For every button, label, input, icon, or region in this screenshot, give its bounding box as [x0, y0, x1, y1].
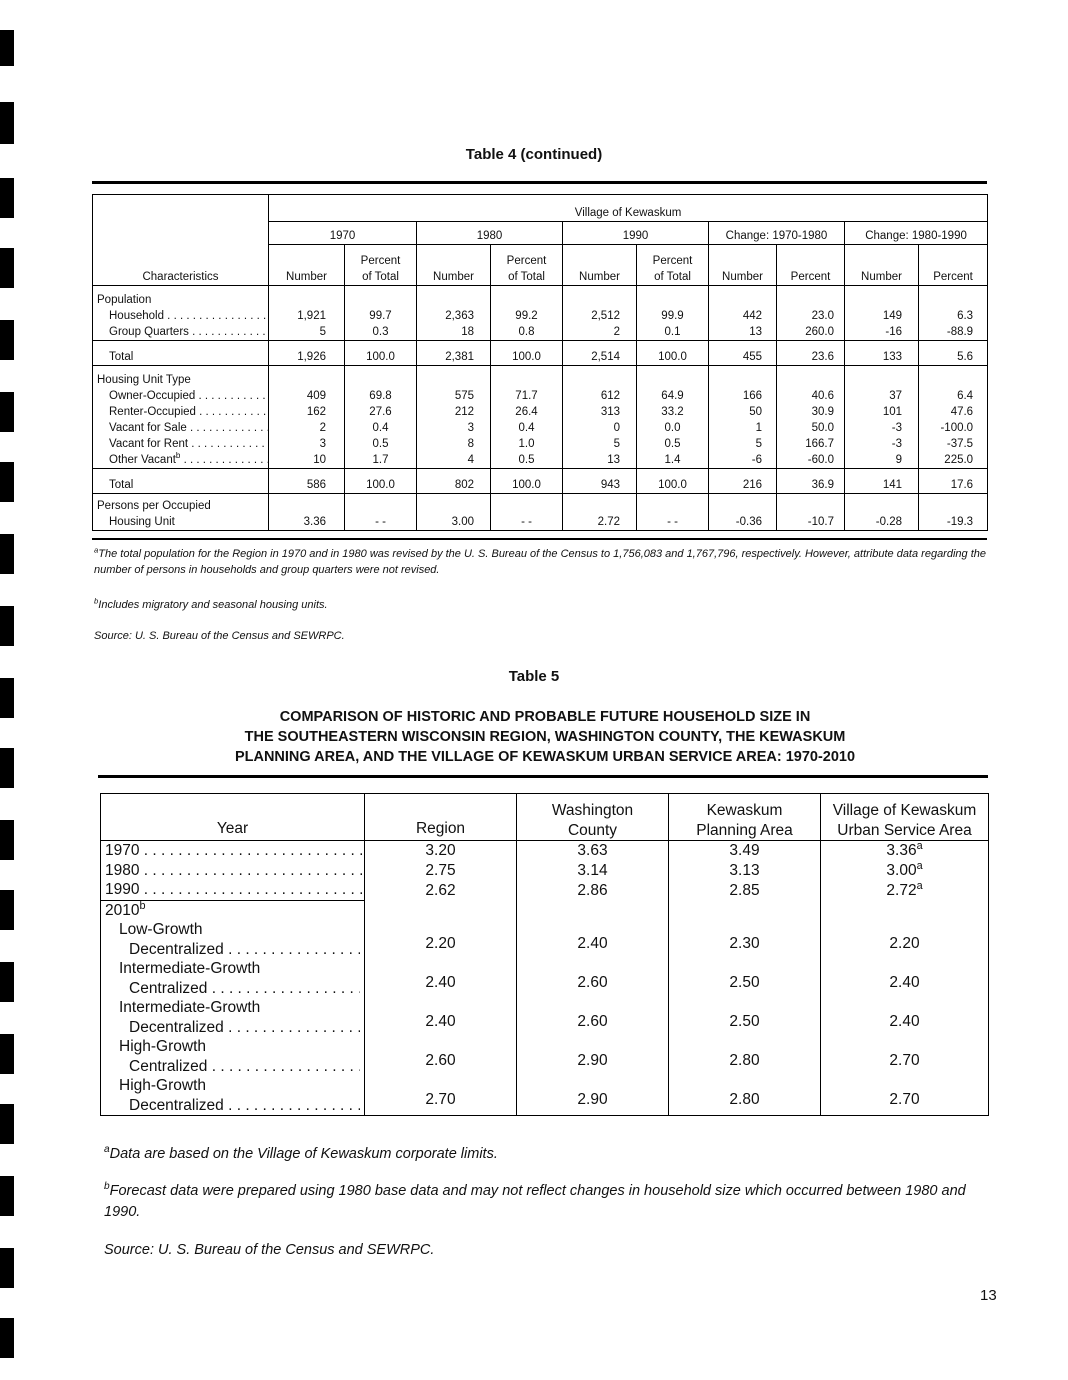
table-cell: 47.6 — [919, 404, 988, 420]
table-cell: 2.70 — [821, 1037, 989, 1076]
table-cell: 1 — [709, 420, 777, 436]
table-cell: 17.6 — [919, 469, 988, 494]
table-cell: 802 — [417, 469, 491, 494]
table-cell: 40.6 — [777, 388, 845, 404]
table4 — [92, 194, 988, 531]
binder-mark — [0, 30, 14, 66]
table-cell: 99.9 — [637, 308, 709, 324]
table-cell: 313 — [563, 404, 637, 420]
table-cell: 2.86 — [517, 880, 669, 900]
table-cell: 23.0 — [777, 308, 845, 324]
section-population: Population — [93, 286, 269, 309]
table-cell: 2.60 — [517, 998, 669, 1037]
table-cell: 1.0 — [491, 436, 563, 452]
table-cell: 5 — [563, 436, 637, 452]
table-cell: 2.90 — [517, 1076, 669, 1116]
table-cell: 3.14 — [517, 861, 669, 881]
table-cell: 2.50 — [669, 959, 821, 998]
table-cell: -100.0 — [919, 420, 988, 436]
table-row — [101, 920, 989, 959]
table-cell: 37 — [845, 388, 919, 404]
table-cell: 3.13 — [669, 861, 821, 881]
table-cell: 212 — [417, 404, 491, 420]
table-cell: 36.9 — [777, 469, 845, 494]
table5-note-b: $^b$Forecast data were prepared using 1980 base data and may not reflect changes in household size which occurred between 1980 and 1990. — [104, 1181, 966, 1220]
table-cell: 2.70 — [821, 1076, 989, 1116]
table-cell: 13 — [709, 324, 777, 341]
table-cell: 99.7 — [345, 308, 417, 324]
table-cell: -16 — [845, 324, 919, 341]
year-cell: 1970 . . . — [101, 841, 365, 861]
table-cell: 2.20 — [365, 920, 517, 959]
table-cell: 6.3 — [919, 308, 988, 324]
binder-mark — [0, 178, 14, 218]
table-cell: 2.40 — [365, 998, 517, 1037]
table-cell: - - — [345, 494, 417, 531]
table-cell: 3.20 — [365, 841, 517, 861]
col-number: Number — [563, 245, 637, 286]
binder-mark — [0, 462, 14, 502]
table-cell: 162 — [269, 404, 345, 420]
period-change-80-90: Change: 1980-1990 — [845, 222, 988, 245]
col-percent-line1: Percent — [506, 255, 547, 267]
binder-mark — [0, 962, 14, 1002]
row-label: Total — [93, 341, 269, 366]
table4-source: Source: U. S. Bureau of the Census and SEWRPC. — [94, 630, 345, 642]
table-cell: 0.1 — [637, 324, 709, 341]
table4-note-b: $^b$Includes migratory and seasonal housing units. — [94, 596, 328, 611]
table-row — [93, 469, 988, 494]
col-percent-line1: Percent — [652, 255, 693, 267]
table-row — [93, 404, 988, 420]
binder-mark — [0, 820, 14, 860]
table-cell: 141 — [845, 469, 919, 494]
table-cell: 2.40 — [821, 998, 989, 1037]
table-cell: -6 — [709, 452, 777, 469]
col-number: Number — [845, 245, 919, 286]
table-cell: 8 — [417, 436, 491, 452]
table-row — [93, 388, 988, 404]
table-cell: 0.4 — [491, 420, 563, 436]
table-cell: 455 — [709, 341, 777, 366]
header-county: Washington County — [517, 794, 669, 841]
row-label: Other Vacant$^b$ . . . — [93, 452, 269, 469]
scenario-label: High-Growth Decentralized . . . — [101, 1076, 365, 1116]
table-row — [101, 959, 989, 998]
table-row — [93, 452, 988, 469]
table-cell: 2,381 — [417, 341, 491, 366]
table-cell: 2,512 — [563, 308, 637, 324]
table-cell: 3.63 — [517, 841, 669, 861]
table-cell: 3.36 — [269, 494, 345, 531]
table-cell: - - — [491, 494, 563, 531]
table-cell: 2,363 — [417, 308, 491, 324]
table-row — [101, 998, 989, 1037]
table-cell: -0.28 — [845, 494, 919, 531]
row-label: Vacant for Rent . . . — [93, 436, 269, 452]
table4-note-a: $^a$The total population for the Region in 1970 and in 1980 was revised by the U. S. Bureau of the Census to 1,756,083 and 1,767,796, respectively. However, attribute data regarding the number of persons in households and group quarters were not revised. — [94, 545, 986, 576]
table-row — [101, 880, 989, 900]
col-characteristics: Characteristics — [93, 195, 269, 286]
row-label: Vacant for Sale . . . — [93, 420, 269, 436]
table-cell: 5 — [269, 324, 345, 341]
table-cell: 64.9 — [637, 388, 709, 404]
table-cell: 3.36$^a$ — [821, 841, 989, 861]
table-cell: 0.5 — [345, 436, 417, 452]
row-label: Household . . . — [93, 308, 269, 324]
table-cell: 2,514 — [563, 341, 637, 366]
table4-bottom-rule — [92, 538, 987, 540]
table-cell: 2.75 — [365, 861, 517, 881]
table-cell: 2.62 — [365, 880, 517, 900]
section-housing: Housing Unit Type — [93, 366, 269, 389]
scenario-label: Intermediate-Growth Centralized . . . — [101, 959, 365, 998]
table-cell: 1.7 — [345, 452, 417, 469]
table-cell: 18 — [417, 324, 491, 341]
table-cell: 225.0 — [919, 452, 988, 469]
table-cell: 4 — [417, 452, 491, 469]
table-cell: 99.2 — [491, 308, 563, 324]
table-cell: 100.0 — [637, 469, 709, 494]
col-number: Number — [417, 245, 491, 286]
table-cell: 1.4 — [637, 452, 709, 469]
table-cell: 6.4 — [919, 388, 988, 404]
table-cell: 1,921 — [269, 308, 345, 324]
table5 — [100, 793, 989, 1116]
table5-title: COMPARISON OF HISTORIC AND PROBABLE FUTURE HOUSEHOLD SIZE IN THE SOUTHEASTERN WISCONSIN REGION, WASHINGTON COUNTY, THE KEWASKUM PLANNING AREA, AND THE VILLAGE OF KEWASKUM URBAN SERVICE AREA: 1970-2010 — [234, 709, 856, 765]
binder-mark — [0, 890, 14, 930]
binder-mark — [0, 248, 14, 288]
table-cell: - - — [637, 494, 709, 531]
row-label: Renter-Occupied . . . — [93, 404, 269, 420]
table-cell: 5.6 — [919, 341, 988, 366]
table-cell: 260.0 — [777, 324, 845, 341]
table-cell: 216 — [709, 469, 777, 494]
table-cell: -0.36 — [709, 494, 777, 531]
table-cell: 33.2 — [637, 404, 709, 420]
table-row — [93, 494, 988, 531]
table-cell: 50.0 — [777, 420, 845, 436]
col-percent-line2: of Total — [508, 271, 545, 283]
table-cell: 3.49 — [669, 841, 821, 861]
table-cell: 27.6 — [345, 404, 417, 420]
table-cell: 100.0 — [491, 341, 563, 366]
table-cell: 2.90 — [517, 1037, 669, 1076]
col-percent-line2: of Total — [654, 271, 691, 283]
table-cell: 943 — [563, 469, 637, 494]
table-cell: 2.40 — [517, 920, 669, 959]
table-cell: 0.0 — [637, 420, 709, 436]
table-cell: 2 — [269, 420, 345, 436]
table-cell: 50 — [709, 404, 777, 420]
table-row — [101, 1037, 989, 1076]
table-cell: 1,926 — [269, 341, 345, 366]
table-cell: 23.6 — [777, 341, 845, 366]
binder-mark — [0, 1176, 14, 1216]
table-row — [101, 1076, 989, 1116]
period-1980: 1980 — [417, 222, 563, 245]
period-1970: 1970 — [269, 222, 417, 245]
col-percent-of-total — [491, 245, 563, 286]
table-cell: 409 — [269, 388, 345, 404]
table-cell: -37.5 — [919, 436, 988, 452]
table-row — [101, 841, 989, 861]
table-cell: 3 — [269, 436, 345, 452]
table-cell: -19.3 — [919, 494, 988, 531]
binder-mark — [0, 320, 14, 360]
table-cell: 0.4 — [345, 420, 417, 436]
table-cell: 133 — [845, 341, 919, 366]
table-cell: 100.0 — [491, 469, 563, 494]
table-cell: 0.3 — [345, 324, 417, 341]
table5-note-a: $^a$Data are based on the Village of Kewaskum corporate limits. — [104, 1144, 498, 1162]
table-cell: 100.0 — [345, 341, 417, 366]
table-cell: 3 — [417, 420, 491, 436]
header-village: Village of Kewaskum Urban Service Area — [821, 794, 989, 841]
row-label: Total — [93, 469, 269, 494]
table5-source: Source: U. S. Bureau of the Census and SEWRPC. — [104, 1242, 435, 1258]
table-row — [93, 420, 988, 436]
scenario-label: Low-Growth Decentralized . . . — [101, 920, 365, 959]
table-cell: 2.30 — [669, 920, 821, 959]
binder-mark — [0, 1034, 14, 1074]
table-row — [101, 861, 989, 881]
forecast-year: 2010$^b$ — [101, 900, 365, 920]
binder-mark — [0, 534, 14, 574]
col-number: Number — [709, 245, 777, 286]
row-label: Owner-Occupied . . . — [93, 388, 269, 404]
table-cell: -10.7 — [777, 494, 845, 531]
table-cell: 26.4 — [491, 404, 563, 420]
binder-mark — [0, 1318, 14, 1358]
header-region: Region — [365, 794, 517, 841]
row-label: Group Quarters . . . — [93, 324, 269, 341]
table4-title: Table 4 (continued) — [465, 146, 603, 163]
table-cell: 0.5 — [491, 452, 563, 469]
period-change-70-80: Change: 1970-1980 — [709, 222, 845, 245]
table5-label: Table 5 — [508, 668, 560, 685]
table-cell: 2.40 — [365, 959, 517, 998]
scenario-label: Intermediate-Growth Decentralized . . . — [101, 998, 365, 1037]
col-percent-line1: Percent — [360, 255, 401, 267]
col-percent: Percent — [919, 245, 988, 286]
table-cell: 9 — [845, 452, 919, 469]
table-cell: 2 — [563, 324, 637, 341]
header-planning-area: Kewaskum Planning Area — [669, 794, 821, 841]
page-number: 13 — [980, 1287, 997, 1304]
table-cell: 100.0 — [637, 341, 709, 366]
table-row — [93, 308, 988, 324]
binder-mark — [0, 748, 14, 788]
table-cell: 2.80 — [669, 1037, 821, 1076]
table-cell: 2.20 — [821, 920, 989, 959]
header-year: Year — [101, 794, 365, 841]
table-cell: 2.72$^a$ — [821, 880, 989, 900]
table-cell: 2.80 — [669, 1076, 821, 1116]
table-cell: 100.0 — [345, 469, 417, 494]
binder-mark — [0, 606, 14, 646]
binder-mark — [0, 1248, 14, 1288]
table-cell: 10 — [269, 452, 345, 469]
table-cell: 0 — [563, 420, 637, 436]
table-cell: 149 — [845, 308, 919, 324]
table-cell: 2.40 — [821, 959, 989, 998]
table-cell: 5 — [709, 436, 777, 452]
table-cell: 166.7 — [777, 436, 845, 452]
table-cell: -88.9 — [919, 324, 988, 341]
col-percent-of-total — [345, 245, 417, 286]
table5-top-rule — [98, 775, 988, 778]
table-row — [93, 436, 988, 452]
col-number: Number — [269, 245, 345, 286]
binder-mark — [0, 392, 14, 432]
table-cell: 71.7 — [491, 388, 563, 404]
table-cell: 2.60 — [365, 1037, 517, 1076]
table-cell: 3.00$^a$ — [821, 861, 989, 881]
table-cell: 612 — [563, 388, 637, 404]
table-cell: 2.70 — [365, 1076, 517, 1116]
col-percent: Percent — [777, 245, 845, 286]
year-cell: 1990 . . . — [101, 880, 365, 900]
table-cell: 0.5 — [637, 436, 709, 452]
table-cell: 2.60 — [517, 959, 669, 998]
table-cell: 2.85 — [669, 880, 821, 900]
table-cell: 30.9 — [777, 404, 845, 420]
year-cell: 1980 . . . — [101, 861, 365, 881]
table-cell: 2.72 — [563, 494, 637, 531]
table-cell: 69.8 — [345, 388, 417, 404]
table-cell: 13 — [563, 452, 637, 469]
period-1990: 1990 — [563, 222, 709, 245]
table-cell: 3.00 — [417, 494, 491, 531]
col-percent-of-total — [637, 245, 709, 286]
table-cell: 0.8 — [491, 324, 563, 341]
table-cell: -3 — [845, 436, 919, 452]
table-row — [93, 341, 988, 366]
table-cell: 442 — [709, 308, 777, 324]
table-cell: 586 — [269, 469, 345, 494]
group-header: Village of Kewaskum — [269, 195, 988, 222]
binder-mark — [0, 102, 14, 144]
row-label: Persons per Occupied Housing Unit — [93, 494, 269, 531]
table-cell: 101 — [845, 404, 919, 420]
binder-mark — [0, 1104, 14, 1144]
scenario-label: High-Growth Centralized . . . — [101, 1037, 365, 1076]
col-percent-line2: of Total — [362, 271, 399, 283]
table-cell: 166 — [709, 388, 777, 404]
table4-top-rule — [92, 181, 987, 184]
table-cell: 2.50 — [669, 998, 821, 1037]
table-cell: 575 — [417, 388, 491, 404]
table-cell: -3 — [845, 420, 919, 436]
table-cell: -60.0 — [777, 452, 845, 469]
table-row — [93, 324, 988, 341]
